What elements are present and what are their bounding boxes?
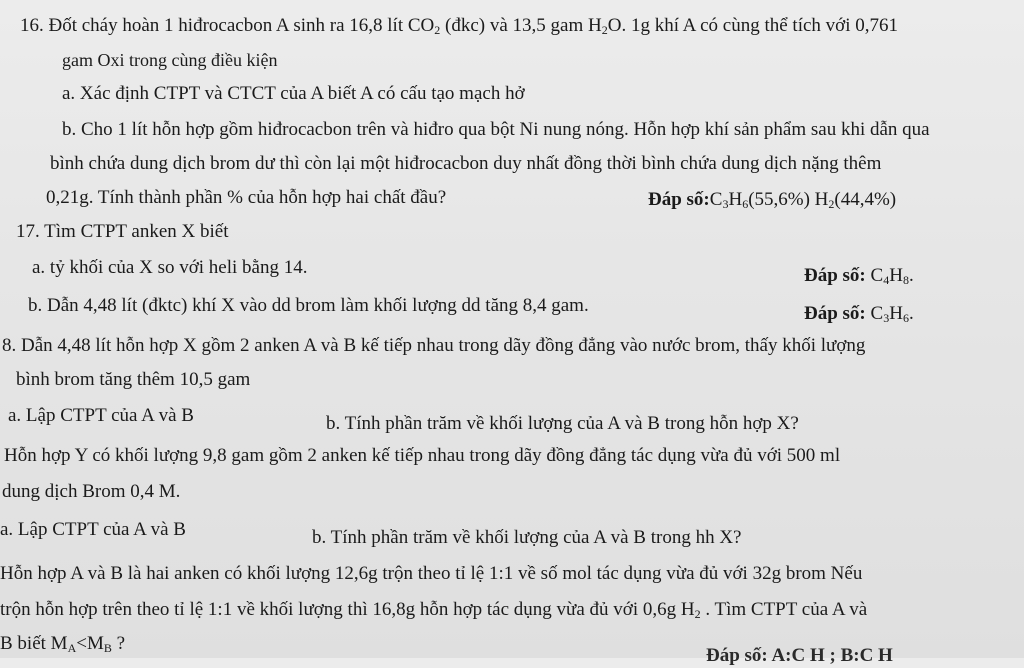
q17-answer-b-part-1: C <box>865 303 884 324</box>
q16-answer-part-1: C <box>709 189 723 210</box>
q16-intro-text-a: 16. Đốt cháy hoàn 1 hiđrocacbon A sinh ra 16,8 lít CO <box>20 15 435 36</box>
q17-answer-a-sub-2: 8 <box>902 273 909 287</box>
q20-line3 <box>0 632 125 656</box>
q17-answer-b <box>804 302 914 326</box>
q18-part-b: b. Tính phần trăm về khối lượng của A và B trong hỗn hợp X? <box>326 413 799 434</box>
q16-answer-part-3: (55,6%) H <box>748 189 829 210</box>
q19-part-a: a. Lập CTPT của A và B <box>0 519 186 540</box>
q20-line3-sub-b: B <box>103 641 112 655</box>
q16-intro-text-b: (đkc) và 13,5 gam H <box>440 15 602 36</box>
q16-answer-part-4: (44,4%) <box>834 189 897 210</box>
q20-line2-sub: 2 <box>694 607 701 621</box>
q20-line2 <box>0 598 867 622</box>
q17-answer-b-sub-1: 3 <box>883 311 890 325</box>
q16-answer-sub-3: 2 <box>828 197 835 211</box>
q16-answer-sub-2: 6 <box>742 197 749 211</box>
q20-line3-text-c: ? <box>111 633 126 654</box>
q20-line1: Hỗn hợp A và B là hai anken có khối lượng 12,6g trộn theo tỉ lệ 1:1 về số mol tác dụng vừa đủ với 32g brom Nếu <box>0 563 863 584</box>
q18-part-a: a. Lập CTPT của A và B <box>8 405 194 426</box>
q19-line1: Hỗn hợp Y có khối lượng 9,8 gam gồm 2 anken kế tiếp nhau trong dãy đồng đẳng tác dụng vừa đủ với 500 ml <box>4 445 841 466</box>
q16-part-a: a. Xác định CTPT và CTCT của A biết A có cấu tạo mạch hở <box>62 83 525 104</box>
q17-answer-a-part-3: . <box>908 265 914 286</box>
q17-answer-a-sub-1: 4 <box>883 273 890 287</box>
q17-answer-b-part-2: H <box>889 303 903 324</box>
q17-answer-a-part-1: C <box>865 265 884 286</box>
q20-line2-text-b: . Tìm CTPT của A và <box>700 599 868 620</box>
q19-part-b: b. Tính phần trăm về khối lượng của A và B trong hh X? <box>312 527 742 548</box>
q16-answer-label: Đáp số: <box>648 189 710 210</box>
q18-line2: bình brom tăng thêm 10,5 gam <box>16 369 251 390</box>
q16-answer <box>648 188 896 212</box>
q16-sub-2: 2 <box>601 23 608 37</box>
q16-answer-sub-1: 3 <box>722 197 729 211</box>
q17-answer-a <box>804 264 914 288</box>
q20-line2-text-a: trộn hỗn hợp trên theo tỉ lệ 1:1 về khối lượng thì 16,8g hỗn hợp tác dụng vừa đủ với 0,6g H <box>0 599 695 620</box>
q16-intro <box>20 14 898 38</box>
q20-line3-sub-a: A <box>67 641 77 655</box>
q16-intro-line2: gam Oxi trong cùng điều kiện <box>62 50 278 70</box>
q16-part-b-line2: bình chứa dung dịch brom dư thì còn lại một hiđrocacbon duy nhất đồng thời bình chứa dung dịch nặng thêm <box>50 153 882 174</box>
q18-line1: 8. Dẫn 4,48 lít hỗn hợp X gồm 2 anken A và B kế tiếp nhau trong dãy đồng đẳng vào nước brom, thấy khối lượng <box>2 335 866 356</box>
q20-line3-text-a: B biết M <box>0 633 68 654</box>
q17-part-b: b. Dẫn 4,48 lít (đktc) khí X vào dd brom làm khối lượng dd tăng 8,4 gam. <box>28 295 589 316</box>
q17-answer-b-sub-2: 6 <box>902 311 909 325</box>
q16-answer-part-2: H <box>728 189 743 210</box>
q20-line3-text-b: <M <box>76 633 104 654</box>
q17-answer-b-part-3: . <box>908 303 914 324</box>
q16-part-b-line1: b. Cho 1 lít hỗn hợp gồm hiđrocacbon trên và hiđro qua bột Ni nung nóng. Hỗn hợp khí sản phẩm sau khi dẫn qua <box>62 119 930 140</box>
q20-answer-partial: Đáp số: A:C H ; B:C H <box>706 645 893 666</box>
q17-part-a: a. tỷ khối của X so với heli bằng 14. <box>32 257 308 278</box>
q17-title: 17. Tìm CTPT anken X biết <box>16 221 229 242</box>
q19-line2: dung dịch Brom 0,4 M. <box>2 481 181 502</box>
q16-intro-text-c: O. 1g khí A có cùng thể tích với 0,761 <box>607 15 898 36</box>
q17-answer-b-label: Đáp số: <box>804 303 866 324</box>
q16-part-b-line3: 0,21g. Tính thành phần % của hỗn hợp hai chất đầu? <box>46 187 447 208</box>
q17-answer-a-label: Đáp số: <box>804 265 866 286</box>
q16-sub-1: 2 <box>434 23 441 37</box>
q17-answer-a-part-2: H <box>889 265 903 286</box>
